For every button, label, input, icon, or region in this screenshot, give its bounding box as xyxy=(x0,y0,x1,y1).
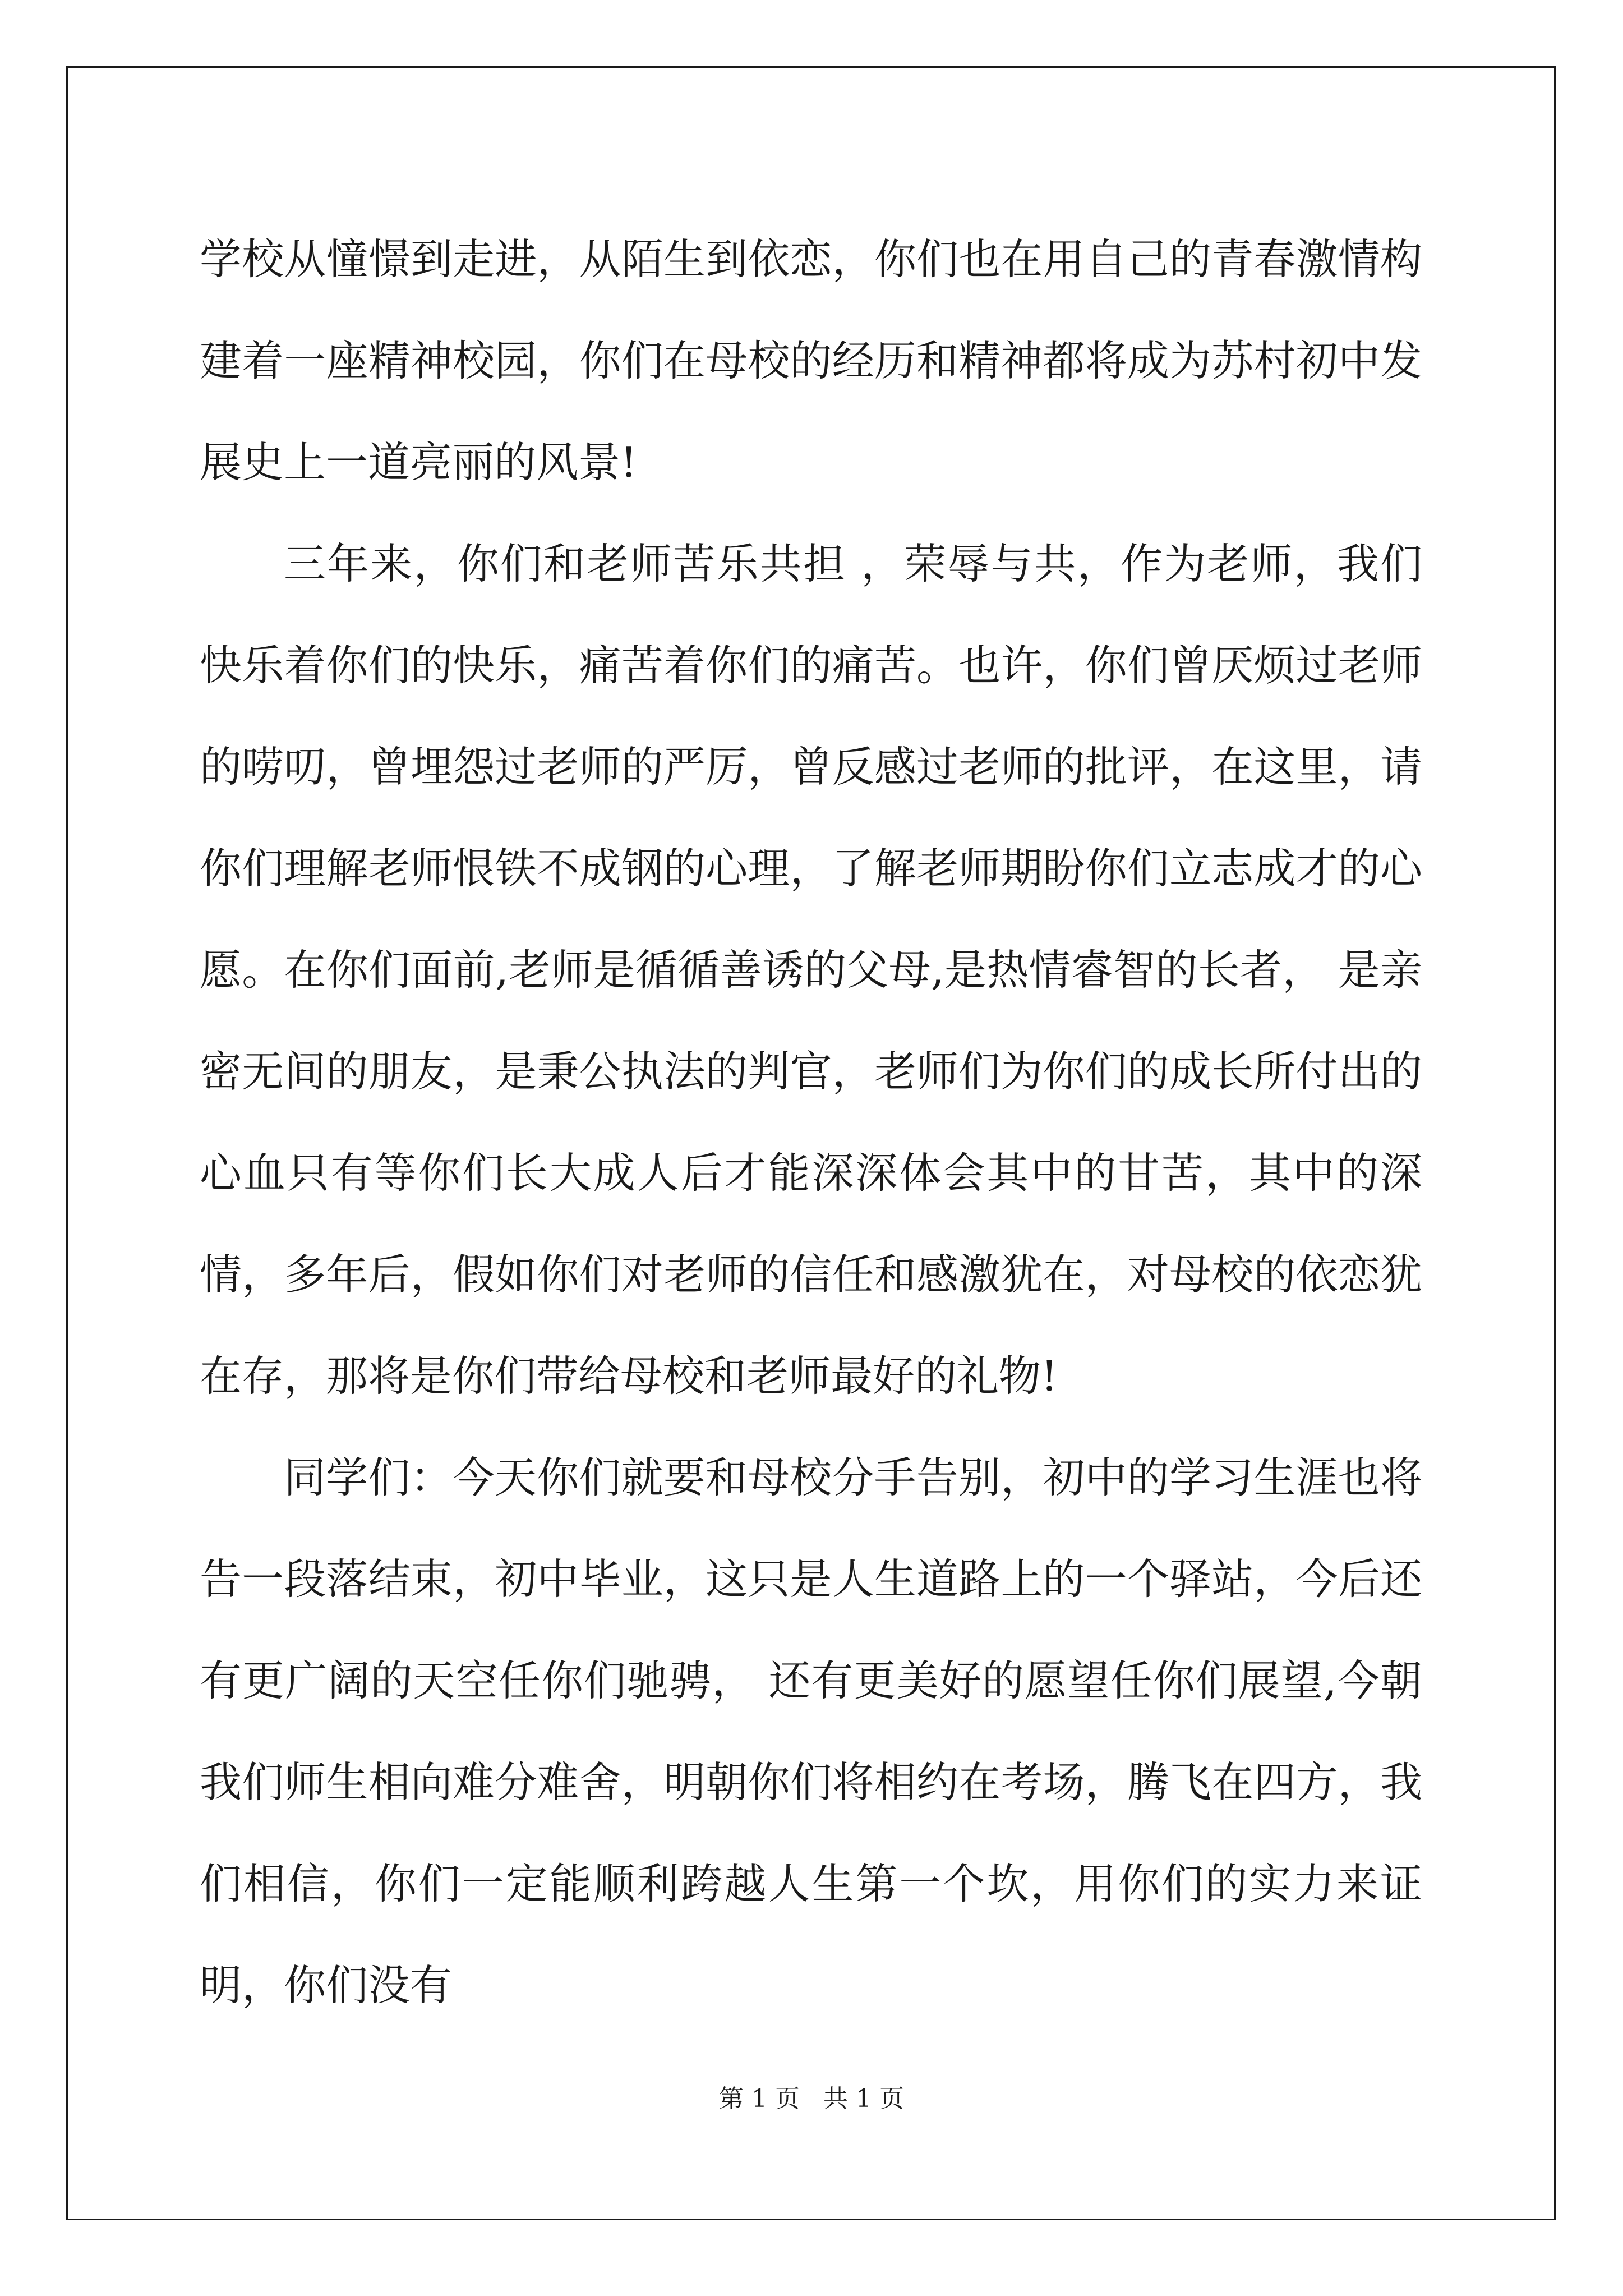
paragraph-3: 同学们：今天你们就要和母校分手告别，初中的学习生涯也将告一段落结束，初中毕业，这只是人生道路上的一个驿站，今后还有更广阔的天空任你们驰骋， 还有更美好的愿望任你们展望,今朝我们师生相向难分难舍，明朝你们将相约在考场，腾飞在四方，我们相信，你们一定能顺利跨越人生第一个坎，用你们的实力来证明，你们没有 xyxy=(200,1453,1422,2010)
page-number-footer: 第 1 页 共 1 页 xyxy=(719,2085,904,2113)
paragraph-2: 三年来，你们和老师苦乐共担 ，荣辱与共，作为老师，我们快乐着你们的快乐，痛苦着你们的痛苦。也许，你们曾厌烦过老师的唠叨，曾埋怨过老师的严厉，曾反感过老师的批评，在这里，请你们理解老师恨铁不成钢的心理，了解老师期盼你们立志成才的心愿。在你们面前,老师是循循善诱的父母,是热情睿智的长者， 是亲密无间的朋友，是秉公执法的判官，老师们为你们的成长所付出的心血只有等你们长大成人后才能深深体会其中的甘苦，其中的深情，多年后，假如你们对老师的信任和感激犹在，对母校的依恋犹在存，那将是你们带给母校和老师最好的礼物! xyxy=(200,539,1422,1401)
document-body xyxy=(200,209,1422,2036)
paragraph-1: 学校从憧憬到走进，从陌生到依恋，你们也在用自己的青春激情构建着一座精神校园，你们在母校的经历和精神都将成为苏村初中发展史上一道亮丽的风景! xyxy=(200,234,1422,487)
